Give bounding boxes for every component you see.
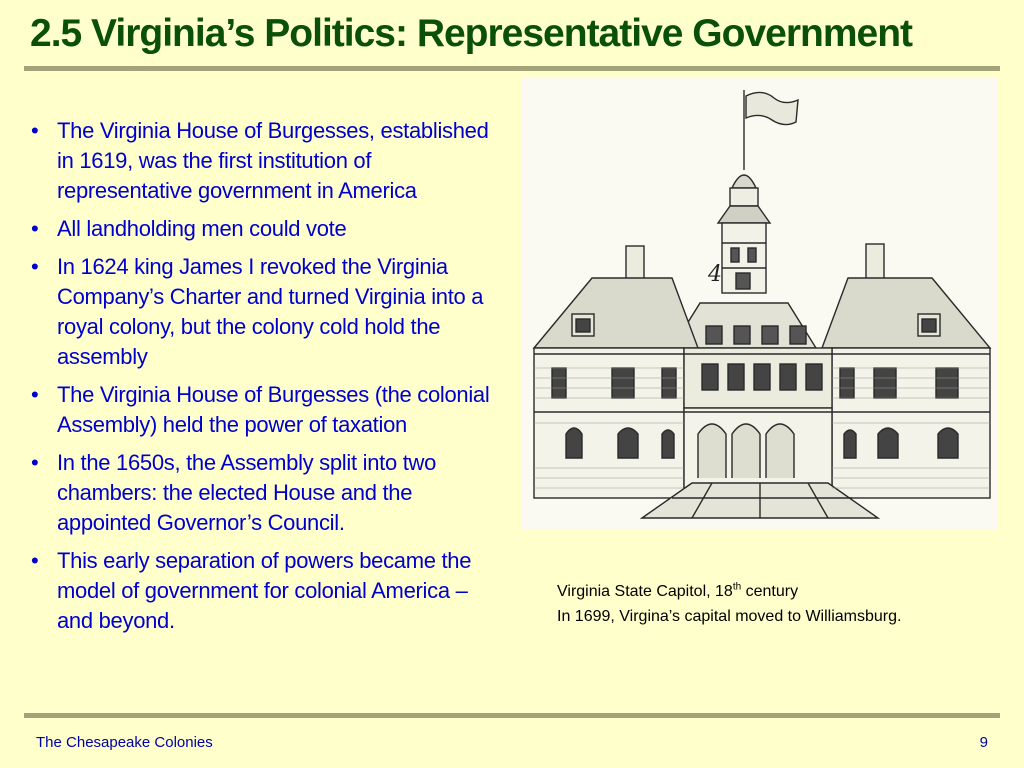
footer-title: The Chesapeake Colonies [36, 734, 213, 751]
bullet-item [26, 380, 504, 440]
bullet-dot: • [31, 216, 39, 241]
title-divider [24, 66, 1000, 71]
capitol-drawing [522, 78, 998, 530]
bullet-text: In 1624 king James I revoked the Virginia Company’s Charter and turned Virginia into a royal colony, but the colony cold hold the assembly [57, 254, 484, 369]
bullet-item [26, 116, 504, 206]
bullet-text: The Virginia House of Burgesses (the colonial Assembly) held the power of taxation [57, 382, 490, 437]
bullet-dot: • [31, 382, 39, 407]
caption-superscript: th [732, 581, 742, 593]
caption-line-2: In 1699, Virgina’s capital moved to Williamsburg. [557, 608, 902, 625]
caption-line1-prefix: Virginia State Capitol, 18 [557, 583, 733, 600]
engraving-numeral: 4 [708, 262, 722, 287]
slide-title: 2.5 Virginia’s Politics: Representative Government [30, 12, 913, 55]
bullet-text: In the 1650s, the Assembly split into two chambers: the elected House and the appointed Governor’s Council. [57, 450, 437, 535]
page-number: 9 [979, 734, 988, 751]
bullet-item [26, 252, 504, 372]
bullet-text: The Virginia House of Burgesses, established in 1619, was the first institution of representative government in America [57, 118, 489, 203]
image-caption [557, 579, 997, 629]
caption-line-1 [557, 579, 997, 604]
bullet-item [26, 546, 504, 636]
footer-divider [24, 713, 1000, 718]
bullet-text: All landholding men could vote [57, 216, 347, 241]
bullet-dot: • [31, 118, 39, 143]
bullet-dot: • [31, 450, 39, 475]
bullet-item [26, 448, 504, 538]
bullet-dot: • [31, 254, 39, 279]
caption-line1-suffix: century [741, 583, 799, 600]
bullet-list [26, 116, 504, 644]
bullet-text: This early separation of powers became the model of government for colonial America – and beyond. [57, 548, 472, 633]
capitol-engraving [522, 78, 998, 530]
bullet-dot: • [31, 548, 39, 573]
bullet-item [26, 214, 504, 244]
